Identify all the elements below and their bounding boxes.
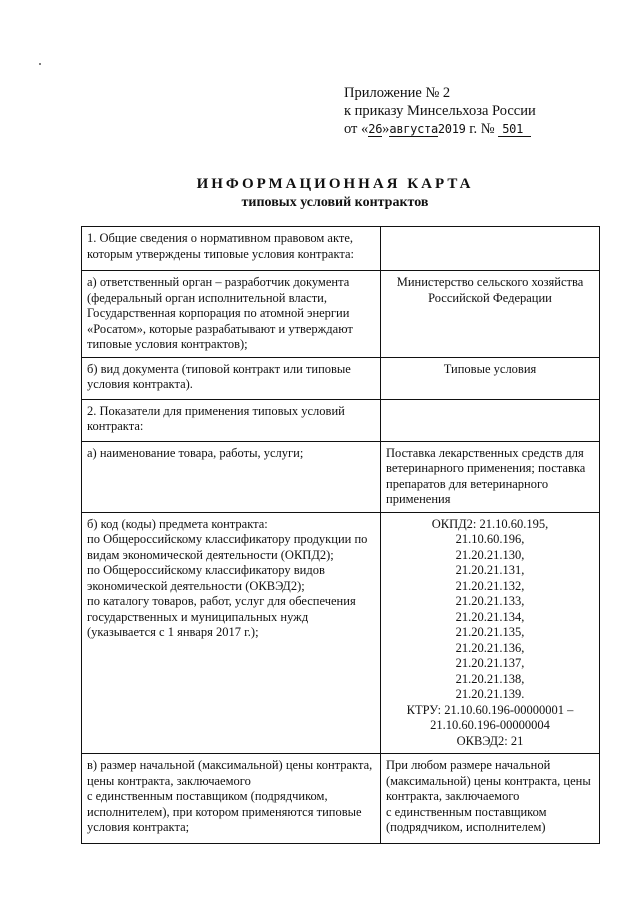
row-left-cell: в) размер начальной (максимальной) цены контракта, цены контракта, заключаемого с единственным поставщиком (подрядчиком, исполнителем), при котором применяются типовые условия контракта; (82, 754, 381, 844)
date-prefix: от « (344, 121, 369, 137)
annex-title: Приложение № 2 (344, 85, 451, 101)
date-year: 2019 (437, 122, 466, 136)
annex-header (344, 84, 536, 138)
date-mid: » (382, 121, 390, 137)
row-left-cell: б) код (коды) предмета контракта: по Общероссийскому классификатору продукции по видам экономической деятельности (ОКПД2); по Общероссийскому классификатору видов экономической деятельности (ОКВЭД2); по каталогу товаров, работ, услуг для обеспечения государственных и муниципальных нужд (указывается с 1 января 2017 г.); (82, 512, 381, 754)
table-row (82, 399, 600, 441)
info-card-table (81, 226, 600, 844)
annex-date-line (344, 120, 536, 138)
row-left-cell: а) наименование товара, работы, услуги; (82, 441, 381, 512)
scan-speck (39, 63, 41, 65)
date-day: 26 (368, 122, 383, 136)
row-left-cell: 1. Общие сведения о нормативном правовом акте, которым утверждены типовые условия контракта: (82, 227, 381, 271)
order-number: 501 (498, 122, 531, 137)
document-title: ИНФОРМАЦИОННАЯ КАРТА (196, 176, 474, 192)
row-right-cell (381, 227, 600, 271)
row-right-cell: При любом размере начальной (максимальной) цены контракта, цены контракта, заключаемого с единственным поставщиком (подрядчиком, исполнителем) (381, 754, 600, 844)
row-right-cell: Типовые условия (381, 357, 600, 399)
table-row (82, 357, 600, 399)
row-right-cell (381, 399, 600, 441)
table-row (82, 441, 600, 512)
row-left-cell: б) вид документа (типовой контракт или типовые условия контракта). (82, 357, 381, 399)
row-left-cell: а) ответственный орган – разработчик документа (федеральный орган исполнительной власти, Государственная корпорация по атомной энергии «Росатом», которые разрабатывают и утверждают типовые условия контрактов); (82, 271, 381, 358)
table-row (82, 271, 600, 358)
row-left-cell: 2. Показатели для применения типовых условий контракта: (82, 399, 381, 441)
document-subtitle: типовых условий контрактов (241, 195, 429, 210)
table-row (82, 227, 600, 271)
row-right-cell: ОКПД2: 21.10.60.195, 21.10.60.196, 21.20.21.130, 21.20.21.131, 21.20.21.132, 21.20.21.133, 21.20.21.134, 21.20.21.135, 21.20.21.136, 21.20.21.137, 21.20.21.138, 21.20.21.139. КТРУ: 21.10.60.196-00000001 – 21.10.60.196-00000004 ОКВЭД2: 21 (381, 512, 600, 754)
row-right-cell: Поставка лекарственных средств для ветеринарного применения; поставка препаратов для ветеринарного применения (381, 441, 600, 512)
date-month: августа (389, 122, 438, 136)
annex-order-ref: к приказу Минсельхоза России (344, 103, 536, 119)
date-g: г. № (465, 121, 499, 137)
row-right-cell: Министерство сельского хозяйства Российской Федерации (381, 271, 600, 358)
table-row (82, 754, 600, 844)
table-row (82, 512, 600, 754)
